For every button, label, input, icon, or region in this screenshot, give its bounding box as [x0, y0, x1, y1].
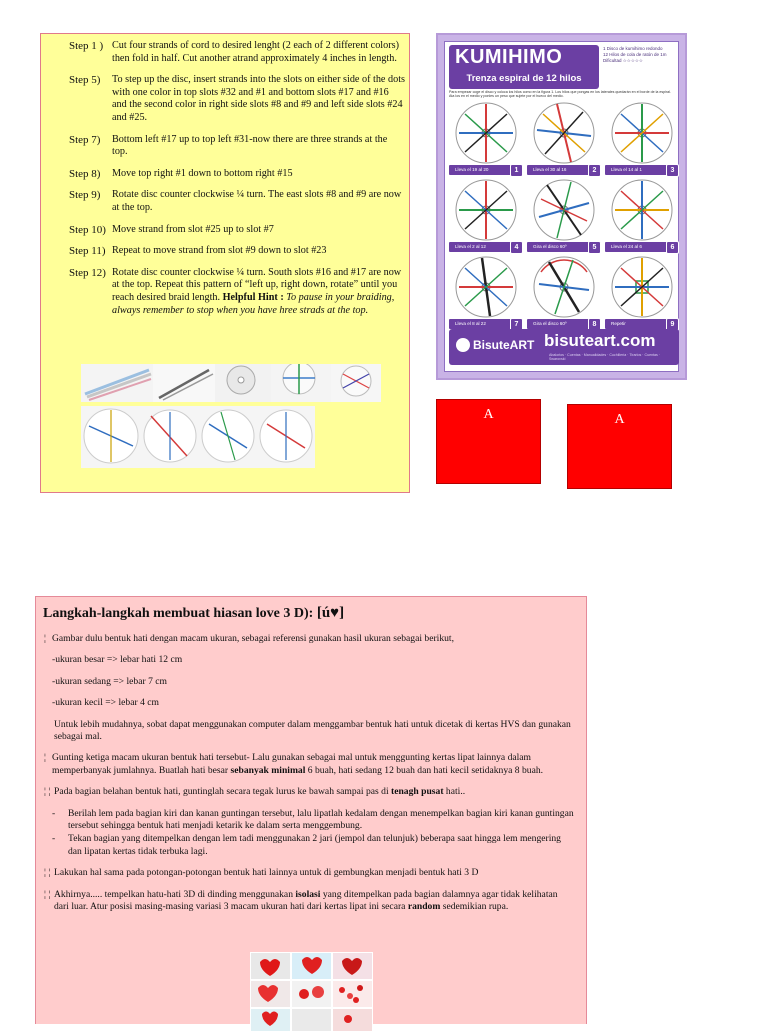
kumihimo-header — [449, 45, 599, 89]
panel-caption: Gira el disco 60º — [527, 242, 601, 252]
kumihimo-pattern-card — [436, 33, 687, 380]
disc-panel — [527, 100, 601, 175]
step-number: Step 10) — [69, 223, 106, 236]
heart-step-bold: random — [407, 901, 441, 913]
brand-url: bisuteart.com — [544, 331, 656, 350]
disc-diagram — [449, 100, 523, 166]
heart-sub-step-text: Berilah lem pada bagian kiri dan kanan guntingan tersebut, lalu lipatlah kedalam dengan menempelkan bagian kiri kanan guntingan tersebut sehingga bentuk hati menjadi ketarik ke dalam serta menggembung. — [68, 807, 574, 832]
brand-tags: Abalorios · Cuentas · Manualidades · Cuchillería · Tirarlos · Cuentas · Swarovski — [549, 353, 661, 362]
disc-panel — [449, 100, 523, 175]
brand-name: BisuteART — [473, 338, 535, 352]
heart-step-bold: isolasi — [295, 888, 321, 900]
red-box-label: A — [614, 412, 625, 427]
bullet-mark: ¦ ¦ — [44, 888, 51, 900]
braid-steps — [69, 40, 405, 326]
bullet-mark: ¦ — [44, 633, 46, 644]
step-row — [69, 168, 405, 181]
helpful-hint-text: To pause in your braiding, always remember to stop when you have hree strads at the top. — [112, 291, 395, 316]
heart-sub-step-text: Tekan bagian yang ditempelkan dengan lem tadi menggunakan 2 jari (jempol dan telunjuk) beberapa saat hingga lem mengering dan lipatan kertas tidak terbuka lagi. — [68, 833, 561, 857]
heart-step — [44, 786, 574, 798]
panel-caption: Lleva el 14 al 1 — [605, 165, 679, 175]
panel-caption: Lleva el 8 al 22 — [449, 319, 523, 329]
disc-panel — [449, 177, 523, 252]
disc-panel — [605, 254, 679, 329]
step-text: Move top right #1 down to bottom right #15 — [112, 167, 293, 179]
helpful-hint-label: Helpful Hint : — [222, 291, 284, 303]
kumihimo-materials — [603, 46, 683, 64]
kumihimo-footer — [449, 329, 679, 365]
heart-step-text: Lakukan hal sama pada potongan-potongan bentuk hati lainnya untuk di gembungkan menjadi bentuk hati 3 D — [54, 867, 479, 879]
size-item: -ukuran sedang => lebar 7 cm — [52, 675, 167, 687]
step-number: Step 12) — [69, 266, 106, 279]
dash-mark: - — [52, 807, 56, 819]
kumihimo-subtitle: Trenza espiral de 12 hilos — [466, 73, 582, 84]
step-row — [69, 40, 405, 65]
heart-title — [43, 605, 344, 622]
panel-caption: Lleva el 24 al 6 — [605, 242, 679, 252]
heart-step-text-part: Gunting ketiga macam ukuran bentuk hati tersebut- Lalu gunakan sebagai mal untuk menggunting kertas lipat lainnya dalam memperbanyak jumlahnya. Buatlah hati besar — [52, 752, 532, 776]
heart-step — [44, 867, 574, 879]
material-item: 12 Hilos de cola de ratón de 1m — [603, 52, 667, 57]
disc-panel — [605, 100, 679, 175]
step-number: Step 9) — [69, 189, 101, 202]
step-text: Repeat to move strand from slot #9 down to slot #23 — [112, 245, 327, 257]
heart-instructions-box — [35, 596, 587, 1024]
disc-panel — [527, 254, 601, 329]
panel-number: 1 — [510, 164, 523, 177]
step-text: Move strand from slot #25 up to slot #7 — [112, 223, 274, 235]
bullet-mark: ¦ ¦ — [44, 786, 51, 798]
disc-diagram — [449, 254, 523, 320]
heart-step — [44, 752, 574, 777]
disc-diagram — [605, 254, 679, 320]
step-number: Step 8) — [69, 167, 101, 180]
kumihimo-title: KUMIHIMO — [455, 46, 563, 68]
disc-diagram — [605, 177, 679, 243]
disc-diagram — [605, 100, 679, 166]
disc-diagram — [527, 100, 601, 166]
heart-step-text-part: Akhirnya..... tempelkan hatu-hati 3D di dinding menggunakan — [54, 888, 296, 900]
disc-diagram — [527, 254, 601, 320]
panel-number: 3 — [666, 164, 679, 177]
bullet-mark: ¦ — [44, 752, 46, 764]
heart-step-text-part: Pada bagian belahan bentuk hati, guntinglah secara tegak lurus ke bawah sampai pas di — [54, 786, 392, 798]
heart-steps — [44, 633, 574, 923]
step-number: Step 7) — [69, 133, 101, 146]
red-box-label: A — [483, 407, 494, 422]
heart-step-text — [52, 752, 574, 777]
step-number: Step 1 ) — [69, 40, 104, 52]
disc-diagram — [449, 177, 523, 243]
size-item: -ukuran besar => lebar hati 12 cm — [52, 654, 183, 666]
step-text: Bottom left #17 up to top left #31-now there are three strands at the top. — [112, 133, 388, 158]
panel-number: 8 — [588, 318, 601, 331]
heart-photo-collage — [250, 952, 373, 1032]
heart-title-text: Langkah-langkah membuat hiasan love 3 D): — [43, 606, 317, 621]
panel-caption: Repetir — [605, 319, 679, 329]
step-row — [69, 134, 405, 159]
heart-step — [44, 889, 574, 914]
heart-sub-step — [52, 808, 574, 833]
step-row — [69, 74, 405, 124]
heart-sub-step — [52, 833, 574, 858]
panel-number: 7 — [510, 318, 523, 331]
step-number: Step 5) — [69, 74, 101, 87]
panel-caption: Lleva el 30 al 16 — [527, 165, 601, 175]
heart-step-text — [54, 889, 574, 914]
heart-step-bold: tenagh pusat — [391, 786, 444, 798]
step-text-plain: Rotate disc counter clockwise ¼ turn. South slots #16 and #17 are now at the top. Repeat this pattern of “left up, right down, rotate” until you reach desired braid length. — [112, 266, 402, 303]
heart-step-text-part: 6 buah, hati sedang 12 buah dan hati kecil setidaknya 8 buah. — [305, 764, 544, 776]
panel-number: 6 — [666, 241, 679, 254]
panel-number: 5 — [588, 241, 601, 254]
step-text: To step up the disc, insert strands into the slots on either side of the dots with one color in top slots #32 and #1 and bottom slots #17 and #16 and the second color in right side slots #8 and #9 and left side slots #24 and #25. — [112, 74, 405, 123]
braid-instructions-box — [40, 33, 410, 493]
panel-number: 2 — [588, 164, 601, 177]
panel-caption: Gira el disco 60º — [527, 319, 601, 329]
step-row — [69, 245, 405, 258]
disc-panel — [527, 177, 601, 252]
kumihimo-card-inner — [444, 41, 679, 372]
step-row — [69, 267, 405, 317]
heart-step-text-part: hati.. — [443, 786, 466, 798]
heart-step-text — [54, 786, 574, 798]
panel-caption: Lleva el 2 al 12 — [449, 242, 523, 252]
heart-step-text: Gambar dulu bentuk hati dengan macam ukuran, sebagai referensi gunakan hasil ukuran sebagai berikut, — [52, 633, 454, 644]
disc-diagram — [527, 177, 601, 243]
heart-note: Untuk lebih mudahnya, sobat dapat menggunakan computer dalam menggambar bentuk hati untuk dicetak di kertas HVS dan gunakan sebagai mal. — [54, 718, 571, 743]
braid-photo-strip — [81, 364, 381, 474]
dash-mark: - — [52, 833, 56, 845]
difficulty-rating: Dificultad ☆☆☆☆☆ — [603, 58, 643, 63]
red-box-a — [436, 399, 541, 484]
heart-step — [44, 633, 574, 645]
step-row — [69, 189, 405, 214]
red-box-a — [567, 404, 672, 489]
panel-number: 9 — [666, 318, 679, 331]
heart-step-text-part: sedemikian rupa. — [440, 901, 509, 913]
heart-title-symbol: [ú♥] — [316, 605, 345, 621]
step-text — [112, 267, 405, 317]
step-text: Rotate disc counter clockwise ¼ turn. The east slots #8 and #9 are now at the top. — [112, 189, 402, 213]
step-number: Step 11) — [69, 245, 106, 258]
bullet-mark: ¦ ¦ — [44, 867, 51, 879]
disc-panel — [449, 254, 523, 329]
panel-number: 4 — [510, 241, 523, 254]
step-row — [69, 224, 405, 237]
heart-step-bold: sebanyak minimal — [230, 764, 306, 776]
kumihimo-description: Para empezar coge el disco y coloca los hilos como en la figura 1. Los hilos que pongas en los laterales quedarán en el borde de la espiral. Ata los en el medio y ponles un peso que sujete por el hueco del medio. — [449, 90, 671, 99]
material-item: 1 Disco de kumihimo redondo — [603, 46, 663, 51]
disc-panel — [605, 177, 679, 252]
panel-caption: Lleva el 19 al 20 — [449, 165, 523, 175]
size-item: -ukuran kecil => lebar 4 cm — [52, 697, 159, 709]
step-text: Cut four strands of cord to desired lenght (2 each of 2 different colors) then fold in half. Cut another atrand approximately 4 inches in length. — [112, 40, 399, 64]
bisuteart-logo-icon — [456, 338, 470, 352]
heart-step-text-part: yang ditempelkan pada bagian dalamnya agar tidak kelihatan dari luar. Atur posisi masing-masing variasi 3 macam ukuran hati dari kertas lipat ini secara — [54, 888, 558, 913]
